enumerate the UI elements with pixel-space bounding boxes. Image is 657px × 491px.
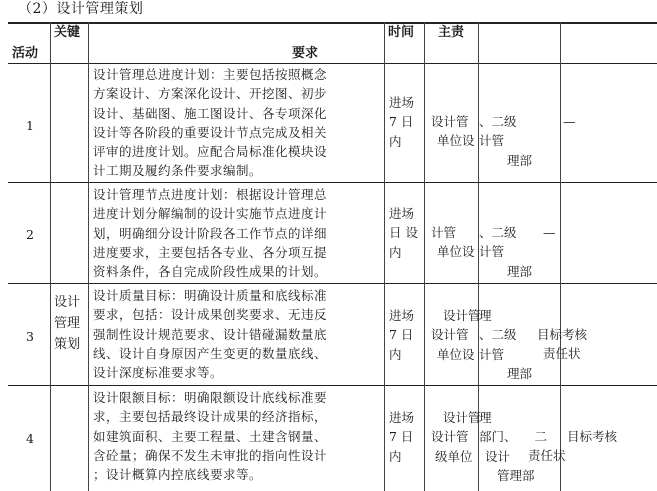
row-number: 4 xyxy=(26,431,34,446)
req-line: 资料条件，各自完成阶段性成果的计划。 xyxy=(93,264,328,280)
owner-line: 、二级 xyxy=(479,114,517,129)
time-line: 进场 xyxy=(389,206,415,221)
extra-text xyxy=(567,427,617,446)
owner-line: 单位设 xyxy=(437,346,475,362)
req-line: 设计限额目标：明确限额设计底线标准要 xyxy=(93,390,328,405)
owner-text xyxy=(431,223,475,262)
time-line: 内 xyxy=(389,448,402,464)
owner-line xyxy=(479,427,547,446)
req-line: 如建筑面积、主要工程量、土建含钢量、 xyxy=(93,428,328,444)
req-line: 设计质量目标：明确设计质量和底线标准 xyxy=(93,288,328,303)
req-line: 含砼量；确保不发生未审批的指向性设计 xyxy=(93,447,328,463)
req-line: 线、设计自身原因产生变更的数量底线、 xyxy=(93,345,328,361)
extra-text xyxy=(543,223,556,242)
owner-part: 二 xyxy=(534,429,548,445)
owner-overflow-text xyxy=(479,223,532,281)
owner-line: 、二级 xyxy=(479,327,517,343)
time-line: 7 日 xyxy=(389,429,414,445)
dash-mark: — xyxy=(563,114,576,129)
req-line: 要求，包括：设计成果创奖要求、无违反 xyxy=(93,307,328,323)
owner-line: 计管 xyxy=(431,225,457,240)
header-activity: 活动 xyxy=(12,46,39,61)
time-line: 7 日 xyxy=(389,114,414,130)
owner-text xyxy=(431,408,481,466)
req-line: 设计、基础图、施工图设计、各专项深化 xyxy=(93,105,328,121)
owner-line: 级单位 xyxy=(435,448,473,464)
time-line: 日 设 xyxy=(389,225,418,241)
requirement-text xyxy=(93,286,383,382)
time-line: 进场 xyxy=(389,410,415,425)
extra-text xyxy=(537,325,587,364)
requirement-text xyxy=(93,65,383,181)
req-line: 设计管理总进度计划：主要包括按照概念 xyxy=(93,67,328,82)
requirement-text xyxy=(93,185,383,281)
owner-line: 计管 xyxy=(479,244,505,260)
key-activity-line: 策划 xyxy=(54,337,81,352)
key-activity-line: 管理 xyxy=(54,316,81,331)
key-activity-line: 设计 xyxy=(54,295,81,310)
extra-line: 责任状 xyxy=(543,346,581,362)
extra-line: 责任状 xyxy=(528,448,566,463)
req-line: 进度要求，主要包括各专业、各分项互提 xyxy=(93,244,328,260)
row-number: 2 xyxy=(26,227,34,242)
extra-line: 目标考核 xyxy=(567,429,618,444)
time-line: 内 xyxy=(389,346,402,362)
header-owner: 主责 xyxy=(438,25,465,40)
owner-line: 设计管 xyxy=(443,308,481,323)
owner-line: 、二级 xyxy=(479,225,517,240)
extra-text xyxy=(528,446,566,465)
row-number: 1 xyxy=(26,118,34,133)
owner-line: 管理部 xyxy=(497,467,535,483)
owner-overflow-text xyxy=(479,112,532,170)
req-line: 划，明确细分设计阶段各工作节点的详细 xyxy=(93,225,328,241)
req-line: 设计深度标准要求等。 xyxy=(93,365,224,381)
design-management-table xyxy=(0,22,657,491)
time-text xyxy=(389,306,414,364)
dash-mark: — xyxy=(543,225,556,240)
column-divider xyxy=(50,22,51,491)
key-activity-label xyxy=(54,292,86,355)
extra-line: 目标考核 xyxy=(537,327,588,342)
owner-overflow-text xyxy=(479,306,532,383)
owner-line: 理 xyxy=(479,308,492,323)
header-time: 时间 xyxy=(388,25,415,40)
column-divider xyxy=(560,22,561,491)
owner-text xyxy=(431,306,481,364)
req-line: ；设计概算内控底线要求等。 xyxy=(93,467,263,483)
header-key: 关键 xyxy=(54,25,81,40)
req-line: 设计等各阶段的重要设计节点完成及相关 xyxy=(93,124,328,140)
req-line: 强制性设计规范要求、设计错碰漏数量底 xyxy=(93,326,328,342)
req-line: 设计管理节点进度计划：根据设计管理总 xyxy=(93,187,328,202)
owner-line: 单位设 xyxy=(437,244,475,260)
req-line: 方案设计、方案深化设计、开挖图、初步 xyxy=(93,86,328,102)
requirement-text xyxy=(93,388,383,484)
time-line: 内 xyxy=(389,244,402,260)
time-text xyxy=(389,408,414,466)
column-divider xyxy=(384,22,385,491)
req-line: 进度计划分解编制的设计实施节点进度计 xyxy=(93,206,328,222)
req-line: 计工期及履约条件要求编制。 xyxy=(93,163,263,179)
owner-line: 计管 xyxy=(479,133,505,149)
req-line: 评审的进度计划。应配合局标准化模块设 xyxy=(93,144,328,160)
owner-line: 设计管 xyxy=(431,114,469,129)
owner-line: 设计 xyxy=(485,448,511,464)
owner-line: 理 xyxy=(479,410,492,425)
req-line: 求，主要包括最终设计成果的经济指标， xyxy=(93,409,328,425)
time-line: 7 日 xyxy=(389,327,414,343)
header-requirements: 要求 xyxy=(292,46,319,61)
section-title: （2）设计管理策划 xyxy=(18,1,144,17)
time-text xyxy=(389,204,418,262)
owner-text xyxy=(431,112,475,151)
owner-line: 理部 xyxy=(507,263,533,279)
column-divider xyxy=(424,22,425,491)
time-text xyxy=(389,93,414,151)
column-divider xyxy=(88,22,89,491)
row-number: 3 xyxy=(26,329,34,344)
owner-line: 设计管 xyxy=(431,327,469,343)
owner-line: 计管 xyxy=(479,346,505,362)
owner-line: 单位设 xyxy=(437,133,475,149)
owner-line: 理部 xyxy=(507,152,533,168)
time-line: 内 xyxy=(389,133,402,149)
owner-line: 设计管 xyxy=(443,410,481,425)
time-line: 进场 xyxy=(389,95,415,110)
owner-line: 设计管 xyxy=(431,429,469,445)
time-line: 进场 xyxy=(389,308,415,323)
extra-text xyxy=(563,112,576,131)
owner-part: 部门、 xyxy=(479,429,517,445)
owner-line: 理部 xyxy=(507,365,533,381)
